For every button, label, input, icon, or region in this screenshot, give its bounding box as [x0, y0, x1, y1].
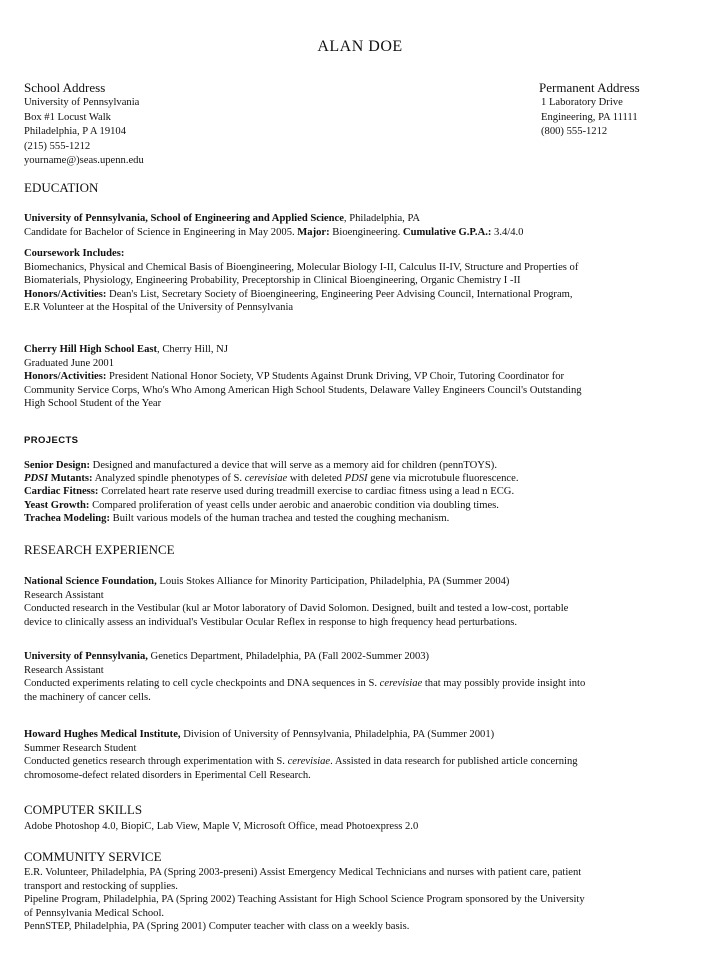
hhmi-org: Howard Hughes Medical Institute, — [24, 729, 181, 740]
school-address-title: School Address — [24, 80, 106, 95]
penn-research-org: University of Pennsylvania, — [24, 651, 148, 662]
computer-skills-heading: COMPUTER SKILLS — [24, 802, 143, 817]
permanent-address-line: (800) 555-1212 — [541, 126, 608, 138]
computer-skills — [24, 820, 700, 834]
hhmi-desc: chromosome-defect related disorders in Eperimental Cell Research. — [24, 769, 311, 781]
hhmi-desc: . Assisted in data research for published article concerning — [330, 756, 578, 768]
pdsi-label-italic: PDSI — [24, 473, 49, 485]
penn-research-desc: Conducted experiments relating to cell cycle checkpoints and DNA sequences in S. — [24, 678, 380, 690]
community-heading: COMMUNITY SERVICE — [24, 849, 162, 864]
community-line: of Pennsylvania Medical School. — [24, 907, 165, 919]
computer-skills-text: Adobe Photoshop 4.0, BiopiC, Lab View, Maple V, Microsoft Office, mead Photoexpress 2.0 — [24, 821, 419, 832]
cherry-honors-label: Honors/Activities: — [24, 371, 107, 383]
gpa-value: 3.4/4.0 — [491, 226, 524, 238]
cardiac-label: Cardiac Fitness: — [24, 486, 99, 498]
coursework-label: Coursework Includes: — [24, 248, 125, 259]
major-value: Bioengineering. — [329, 226, 403, 238]
cherry-school: Cherry Hill High School East — [24, 344, 158, 355]
permanent-address-title: Permanent Address — [539, 80, 640, 95]
coursework-line: Biomaterials, Physiology, Engineering Probability, Preceptorship in Clinical Bioengineering, Organic Chemistry I -II — [24, 275, 521, 287]
pdsi-italic: cerevisiae — [244, 473, 288, 485]
nsf-role: Research Assistant — [24, 589, 104, 601]
coursework — [24, 247, 700, 315]
permanent-address-line: 1 Laboratory Drive — [541, 97, 623, 108]
community-line: Pipeline Program, Philadelphia, PA (Spring 2002) Teaching Assistant for High School Science Program sponsored by the University — [24, 894, 585, 906]
penn-research-desc: that may possibly provide insight into — [422, 678, 586, 690]
penn-honors-text: Dean's List, Secretary Society of Bioengineering, Engineering Peer Advising Council, International Program, — [106, 288, 573, 300]
penn-honors-text: E.R Volunteer at the Hospital of the University of Pennsylvania — [24, 302, 294, 314]
cherry-graduated: Graduated June 2001 — [24, 357, 115, 369]
penn-school: University of Pennsylvania, School of Engineering and Applied Science — [24, 213, 344, 224]
nsf-org: National Science Foundation, — [24, 576, 157, 587]
education-heading: EDUCATION — [24, 180, 99, 195]
nsf-detail: Louis Stokes Alliance for Minority Participation, Philadelphia, PA (Summer 2004) — [156, 576, 510, 587]
community-line: PennSTEP, Philadelphia, PA (Spring 2001) Computer teacher with class on a weekly basis. — [24, 921, 410, 933]
major-label: Major: — [297, 226, 330, 238]
pdsi-text: with deleted — [287, 473, 345, 485]
penn-honors-label: Honors/Activities: — [24, 288, 107, 300]
community-service — [24, 866, 700, 934]
trachea-text: Built various models of the human trachea and tested the coughing mechanism. — [110, 512, 450, 524]
hhmi-role: Summer Research Student — [24, 742, 137, 754]
penn-location: , Philadelphia, PA — [343, 213, 421, 224]
community-line: transport and restocking of supplies. — [24, 880, 178, 892]
permanent-address-line: Engineering, PA 11111 — [541, 111, 638, 123]
penn-degree: Candidate for Bachelor of Science in Engineering in May 2005. — [24, 226, 298, 238]
trachea-label: Trachea Modeling: — [24, 512, 111, 524]
projects-heading: PROJECTS — [24, 435, 79, 446]
pdsi-label: Mutants: — [48, 473, 93, 485]
gpa-label: Cumulative G.P.A.: — [402, 226, 492, 238]
permanent-address — [539, 80, 640, 140]
research-penn — [24, 650, 700, 704]
penn-research-role: Research Assistant — [24, 664, 104, 676]
cardiac-text: Correlated heart rate reserve used during treadmill exercise to cardiac fitness using a lead n ECG. — [98, 486, 515, 498]
hhmi-detail: Division of University of Pennsylvania, Philadelphia, PA (Summer 2001) — [180, 729, 495, 740]
research-hhmi — [24, 728, 700, 782]
yeast-text: Compared proliferation of yeast cells under aerobic and anaerobic condition via doubling times. — [89, 499, 499, 511]
hhmi-desc: Conducted genetics research through experimentation with S. — [24, 756, 288, 768]
school-address — [24, 80, 144, 169]
pdsi-text: Analyzed spindle phenotypes of S. — [92, 473, 245, 485]
hhmi-italic: cerevisiae — [287, 756, 331, 768]
nsf-desc: Conducted research in the Vestibular (kul ar Motor laboratory of David Solomon. Designed, built and tested a low-cost, portable — [24, 603, 569, 615]
research-nsf — [24, 575, 700, 629]
school-address-line: (215) 555-1212 — [24, 140, 91, 152]
community-line: E.R. Volunteer, Philadelphia, PA (Spring 2003-preseni) Assist Emergency Medical Technicians and nurses with patient care, patient — [24, 867, 582, 878]
coursework-line: Biomechanics, Physical and Chemical Basis of Bioengineering, Molecular Biology I-II, Calculus II-IV, Structure and Properties of — [24, 261, 579, 273]
senior-design-label: Senior Design: — [24, 460, 91, 471]
research-heading: RESEARCH EXPERIENCE — [24, 542, 175, 557]
pdsi-italic: PDSI — [344, 473, 368, 485]
penn-research-detail: Genetics Department, Philadelphia, PA (Fall 2002-Summer 2003) — [147, 651, 430, 662]
projects-list — [24, 459, 700, 525]
cherry-location: , Cherry Hill, NJ — [157, 344, 228, 355]
pdsi-text: gene via microtubule fluorescence. — [367, 473, 519, 485]
resume-name: ALAN DOE — [317, 38, 403, 55]
nsf-desc: device to clinically assess an individual's Vestibular Ocular Reflex in response to high frequency head perturbations. — [24, 616, 518, 628]
school-address-line: Philadelphia, P A 19104 — [24, 126, 127, 138]
school-address-line: University of Pennsylvania — [24, 97, 140, 108]
school-address-email: yourname@)seas.upenn.edu — [24, 155, 144, 167]
yeast-label: Yeast Growth: — [24, 499, 90, 511]
senior-design-text: Designed and manufactured a device that will serve as a memory aid for children (pennTOYS). — [90, 460, 497, 471]
school-address-line: Box #1 Locust Walk — [24, 111, 111, 123]
cherry-honors-text: High School Student of the Year — [24, 398, 162, 410]
education-penn — [24, 212, 700, 239]
education-cherry-hill — [24, 343, 700, 411]
penn-research-italic: cerevisiae — [379, 678, 423, 690]
cherry-honors-text: President National Honor Society, VP Students Against Drunk Driving, VP Choir, Tutoring Coordinator for — [106, 371, 565, 383]
cherry-honors-text: Community Service Corps, Who's Who Among American High School Students, Delaware Valley Engineers Council's Outstanding — [24, 384, 582, 396]
penn-research-desc: the machinery of cancer cells. — [24, 691, 151, 703]
